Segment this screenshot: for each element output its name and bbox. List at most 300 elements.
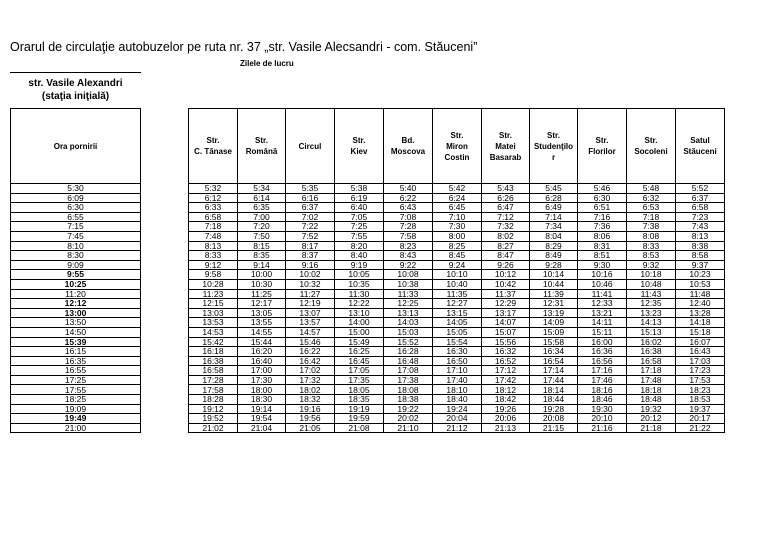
stop-header-line: Stăuceni xyxy=(683,147,717,156)
stop-header xyxy=(433,109,482,184)
table-row xyxy=(11,327,141,337)
stop-header-line: Str. xyxy=(547,130,560,140)
table-row xyxy=(11,318,141,328)
arrival-time-cell: 7:18 xyxy=(189,222,238,232)
arrival-time-cell: 19:14 xyxy=(238,404,286,414)
table-row xyxy=(189,270,725,280)
arrival-time-cell: 16:58 xyxy=(189,366,238,376)
arrival-time-cell: 8:00 xyxy=(433,231,482,241)
arrival-time-cell: 12:40 xyxy=(676,299,725,309)
arrival-time-cell: 8:08 xyxy=(627,231,676,241)
arrival-time-cell: 21:15 xyxy=(530,423,578,433)
table-row xyxy=(189,318,725,328)
stop-header-line: C. Tănase xyxy=(194,147,232,156)
arrival-time-cell: 11:43 xyxy=(627,289,676,299)
table-row xyxy=(11,279,141,289)
arrival-time-cell: 8:17 xyxy=(286,241,335,251)
arrival-time-cell: 15:46 xyxy=(286,337,335,347)
table-row xyxy=(11,385,141,395)
arrival-time-cell: 16:25 xyxy=(335,347,384,357)
arrival-time-cell: 13:13 xyxy=(384,308,433,318)
arrival-time-cell: 6:33 xyxy=(189,203,238,213)
arrival-time-cell: 6:37 xyxy=(286,203,335,213)
arrival-time-cell: 16:52 xyxy=(482,356,530,366)
arrival-time-cell: 10:05 xyxy=(335,270,384,280)
arrival-time-cell: 15:58 xyxy=(530,337,578,347)
arrival-time-cell: 9:26 xyxy=(482,260,530,270)
arrival-time-cell: 10:00 xyxy=(238,270,286,280)
stops-timetable xyxy=(188,108,725,433)
arrival-time-cell: 11:48 xyxy=(676,289,725,299)
table-row xyxy=(189,327,725,337)
arrival-time-cell: 7:08 xyxy=(384,212,433,222)
table-row xyxy=(189,395,725,405)
arrival-time-cell: 16:34 xyxy=(530,347,578,357)
departure-time-cell: 9:55 xyxy=(11,270,141,280)
arrival-time-cell: 6:19 xyxy=(335,193,384,203)
arrival-time-cell: 13:19 xyxy=(530,308,578,318)
table-row xyxy=(11,308,141,318)
arrival-time-cell: 19:24 xyxy=(433,404,482,414)
arrival-time-cell: 8:25 xyxy=(433,241,482,251)
arrival-time-cell: 15:00 xyxy=(335,327,384,337)
arrival-time-cell: 17:40 xyxy=(433,375,482,385)
arrival-time-cell: 18:10 xyxy=(433,385,482,395)
arrival-time-cell: 21:18 xyxy=(627,423,676,433)
table-row xyxy=(11,375,141,385)
stop-header-line: r xyxy=(551,152,556,162)
arrival-time-cell: 9:19 xyxy=(335,260,384,270)
arrival-time-cell: 8:43 xyxy=(384,251,433,261)
table-row xyxy=(189,337,725,347)
arrival-time-cell: 7:58 xyxy=(384,231,433,241)
arrival-time-cell: 7:50 xyxy=(238,231,286,241)
arrival-time-cell: 8:40 xyxy=(335,251,384,261)
table-row xyxy=(11,212,141,222)
arrival-time-cell: 19:59 xyxy=(335,414,384,424)
arrival-time-cell: 12:25 xyxy=(384,299,433,309)
departure-time-cell: 10:25 xyxy=(11,279,141,289)
arrival-time-cell: 6:24 xyxy=(433,193,482,203)
arrival-time-cell: 18:23 xyxy=(676,385,725,395)
arrival-time-cell: 9:37 xyxy=(676,260,725,270)
arrival-time-cell: 16:22 xyxy=(286,347,335,357)
arrival-time-cell: 6:47 xyxy=(482,203,530,213)
table-row xyxy=(11,289,141,299)
departure-time-cell: 6:55 xyxy=(11,212,141,222)
arrival-time-cell: 20:17 xyxy=(676,414,725,424)
arrival-time-cell: 6:32 xyxy=(627,193,676,203)
arrival-time-cell: 10:30 xyxy=(238,279,286,289)
arrival-time-cell: 10:44 xyxy=(530,279,578,289)
arrival-time-cell: 12:29 xyxy=(482,299,530,309)
arrival-time-cell: 6:37 xyxy=(676,193,725,203)
arrival-time-cell: 7:23 xyxy=(676,212,725,222)
table-row xyxy=(189,385,725,395)
table-row xyxy=(11,203,141,213)
arrival-time-cell: 8:13 xyxy=(189,241,238,251)
arrival-time-cell: 18:18 xyxy=(627,385,676,395)
arrival-time-cell: 14:03 xyxy=(384,318,433,328)
table-row xyxy=(189,423,725,433)
arrival-time-cell: 6:14 xyxy=(238,193,286,203)
arrival-time-cell: 19:12 xyxy=(189,404,238,414)
departure-time-cell: 16:35 xyxy=(11,356,141,366)
arrival-time-cell: 14:09 xyxy=(530,318,578,328)
arrival-time-cell: 18:38 xyxy=(384,395,433,405)
table-row xyxy=(11,347,141,357)
arrival-time-cell: 18:46 xyxy=(578,395,627,405)
arrival-time-cell: 6:43 xyxy=(384,203,433,213)
arrival-time-cell: 19:54 xyxy=(238,414,286,424)
arrival-time-cell: 5:43 xyxy=(482,184,530,194)
arrival-time-cell: 10:48 xyxy=(627,279,676,289)
arrival-time-cell: 18:53 xyxy=(676,395,725,405)
departure-time-cell: 14:50 xyxy=(11,327,141,337)
arrival-time-cell: 18:16 xyxy=(578,385,627,395)
stop-header-line: Basarab xyxy=(489,152,522,162)
table-row xyxy=(11,337,141,347)
arrival-time-cell: 19:16 xyxy=(286,404,335,414)
arrival-time-cell: 18:40 xyxy=(433,395,482,405)
table-row xyxy=(11,184,141,194)
arrival-time-cell: 16:20 xyxy=(238,347,286,357)
arrival-time-cell: 17:28 xyxy=(189,375,238,385)
arrival-time-cell: 17:30 xyxy=(238,375,286,385)
arrival-time-cell: 5:38 xyxy=(335,184,384,194)
table-row xyxy=(11,251,141,261)
arrival-time-cell: 17:58 xyxy=(189,385,238,395)
arrival-time-cell: 6:45 xyxy=(433,203,482,213)
arrival-time-cell: 16:07 xyxy=(676,337,725,347)
arrival-time-cell: 18:12 xyxy=(482,385,530,395)
arrival-time-cell: 16:36 xyxy=(578,347,627,357)
arrival-time-cell: 6:49 xyxy=(530,203,578,213)
arrival-time-cell: 15:44 xyxy=(238,337,286,347)
stop-header-line: Bd. xyxy=(401,136,415,145)
arrival-time-cell: 11:39 xyxy=(530,289,578,299)
table-row xyxy=(189,193,725,203)
arrival-time-cell: 21:13 xyxy=(482,423,530,433)
arrival-time-cell: 14:05 xyxy=(433,318,482,328)
arrival-time-cell: 12:33 xyxy=(578,299,627,309)
departure-time-cell: 5:30 xyxy=(11,184,141,194)
table-row xyxy=(189,260,725,270)
arrival-time-cell: 20:12 xyxy=(627,414,676,424)
arrival-time-cell: 9:22 xyxy=(384,260,433,270)
departure-time-cell: 15:39 xyxy=(11,337,141,347)
arrival-time-cell: 15:13 xyxy=(627,327,676,337)
arrival-time-cell: 8:02 xyxy=(482,231,530,241)
table-row xyxy=(189,231,725,241)
arrival-time-cell: 18:42 xyxy=(482,395,530,405)
arrival-time-cell: 17:18 xyxy=(627,366,676,376)
arrival-time-cell: 11:35 xyxy=(433,289,482,299)
arrival-time-cell: 13:15 xyxy=(433,308,482,318)
arrival-time-cell: 11:37 xyxy=(482,289,530,299)
arrival-time-cell: 18:48 xyxy=(627,395,676,405)
stop-header-line: Satul xyxy=(690,136,710,145)
arrival-time-cell: 19:32 xyxy=(627,404,676,414)
arrival-time-cell: 5:32 xyxy=(189,184,238,194)
arrival-time-cell: 15:03 xyxy=(384,327,433,337)
arrival-time-cell: 16:42 xyxy=(286,356,335,366)
departure-time-cell: 12:12 xyxy=(11,299,141,309)
stop-header xyxy=(384,109,433,184)
table-row xyxy=(189,289,725,299)
departure-time-cell: 7:45 xyxy=(11,231,141,241)
arrival-time-cell: 15:09 xyxy=(530,327,578,337)
arrival-time-cell: 7:20 xyxy=(238,222,286,232)
stop-header-line: Studenţilo xyxy=(533,141,574,151)
table-row xyxy=(189,222,725,232)
stop-header xyxy=(482,109,530,184)
table-row xyxy=(189,251,725,261)
arrival-time-cell: 5:48 xyxy=(627,184,676,194)
arrival-time-cell: 16:43 xyxy=(676,347,725,357)
arrival-time-cell: 7:12 xyxy=(482,212,530,222)
arrival-time-cell: 17:32 xyxy=(286,375,335,385)
arrival-time-cell: 21:12 xyxy=(433,423,482,433)
arrival-time-cell: 17:23 xyxy=(676,366,725,376)
table-row xyxy=(11,404,141,414)
arrival-time-cell: 12:15 xyxy=(189,299,238,309)
table-row xyxy=(11,356,141,366)
arrival-time-cell: 6:40 xyxy=(335,203,384,213)
table-row xyxy=(189,366,725,376)
arrival-time-cell: 7:05 xyxy=(335,212,384,222)
arrival-time-cell: 17:08 xyxy=(384,366,433,376)
stop-header-line: Str. xyxy=(352,136,366,145)
stop-header-line: Kiev xyxy=(350,147,368,156)
arrival-time-cell: 10:40 xyxy=(433,279,482,289)
arrival-time-cell: 10:08 xyxy=(384,270,433,280)
table-row xyxy=(189,414,725,424)
arrival-time-cell: 8:23 xyxy=(384,241,433,251)
arrival-time-cell: 16:28 xyxy=(384,347,433,357)
arrival-time-cell: 6:22 xyxy=(384,193,433,203)
arrival-time-cell: 8:45 xyxy=(433,251,482,261)
arrival-time-cell: 18:05 xyxy=(335,385,384,395)
departure-time-cell: 17:55 xyxy=(11,385,141,395)
start-station-name: str. Vasile Alexandri xyxy=(28,78,123,89)
arrival-time-cell: 13:21 xyxy=(578,308,627,318)
arrival-time-cell: 6:28 xyxy=(530,193,578,203)
arrival-time-cell: 11:25 xyxy=(238,289,286,299)
arrival-time-cell: 13:23 xyxy=(627,308,676,318)
arrival-time-cell: 5:42 xyxy=(433,184,482,194)
arrival-time-cell: 6:51 xyxy=(578,203,627,213)
stop-header-line: Moscova xyxy=(390,147,426,156)
table-row xyxy=(189,241,725,251)
departure-time-cell: 13:00 xyxy=(11,308,141,318)
table-row xyxy=(189,356,725,366)
departure-time-cell: 13:50 xyxy=(11,318,141,328)
arrival-time-cell: 16:45 xyxy=(335,356,384,366)
stop-header-line: Str. xyxy=(255,136,268,145)
departure-time-cell: 18:25 xyxy=(11,395,141,405)
arrival-time-cell: 14:13 xyxy=(627,318,676,328)
departure-time-cell: 7:15 xyxy=(11,222,141,232)
arrival-time-cell: 9:58 xyxy=(189,270,238,280)
departure-time-cell: 9:09 xyxy=(11,260,141,270)
stop-header-line: Circul xyxy=(298,141,322,151)
table-row xyxy=(11,231,141,241)
table-row xyxy=(11,423,141,433)
arrival-time-cell: 13:57 xyxy=(286,318,335,328)
arrival-time-cell: 7:14 xyxy=(530,212,578,222)
table-row xyxy=(189,203,725,213)
arrival-time-cell: 12:27 xyxy=(433,299,482,309)
arrival-time-cell: 19:52 xyxy=(189,414,238,424)
table-row xyxy=(11,241,141,251)
arrival-time-cell: 7:18 xyxy=(627,212,676,222)
arrival-time-cell: 21:02 xyxy=(189,423,238,433)
arrival-time-cell: 11:23 xyxy=(189,289,238,299)
stop-header-line: Română xyxy=(245,147,278,156)
arrival-time-cell: 8:15 xyxy=(238,241,286,251)
arrival-time-cell: 8:31 xyxy=(578,241,627,251)
arrival-time-cell: 16:00 xyxy=(578,337,627,347)
arrival-time-cell: 10:38 xyxy=(384,279,433,289)
arrival-time-cell: 7:34 xyxy=(530,222,578,232)
arrival-time-cell: 8:35 xyxy=(238,251,286,261)
arrival-time-cell: 21:10 xyxy=(384,423,433,433)
departure-time-cell: 21:00 xyxy=(11,423,141,433)
arrival-time-cell: 21:05 xyxy=(286,423,335,433)
departure-times-table xyxy=(10,108,141,433)
arrival-time-cell: 17:48 xyxy=(627,375,676,385)
table-row xyxy=(189,299,725,309)
arrival-time-cell: 5:45 xyxy=(530,184,578,194)
departure-time-cell: 19:49 xyxy=(11,414,141,424)
stop-header xyxy=(189,109,238,184)
arrival-time-cell: 18:28 xyxy=(189,395,238,405)
arrival-time-cell: 7:30 xyxy=(433,222,482,232)
arrival-time-cell: 10:12 xyxy=(482,270,530,280)
arrival-time-cell: 21:08 xyxy=(335,423,384,433)
arrival-time-cell: 16:54 xyxy=(530,356,578,366)
arrival-time-cell: 6:26 xyxy=(482,193,530,203)
arrival-time-cell: 10:10 xyxy=(433,270,482,280)
departure-time-cell: 11:20 xyxy=(11,289,141,299)
arrival-time-cell: 15:07 xyxy=(482,327,530,337)
arrival-time-cell: 10:53 xyxy=(676,279,725,289)
arrival-time-cell: 10:18 xyxy=(627,270,676,280)
stop-header-line: Socoleni xyxy=(634,147,668,156)
arrival-time-cell: 10:23 xyxy=(676,270,725,280)
arrival-time-cell: 6:35 xyxy=(238,203,286,213)
arrival-time-cell: 15:18 xyxy=(676,327,725,337)
arrival-time-cell: 16:50 xyxy=(433,356,482,366)
stop-header xyxy=(578,109,627,184)
arrival-time-cell: 14:00 xyxy=(335,318,384,328)
arrival-time-cell: 7:32 xyxy=(482,222,530,232)
arrival-time-cell: 13:28 xyxy=(676,308,725,318)
arrival-time-cell: 18:00 xyxy=(238,385,286,395)
departure-time-cell: 19:09 xyxy=(11,404,141,414)
arrival-time-cell: 10:02 xyxy=(286,270,335,280)
arrival-time-cell: 13:07 xyxy=(286,308,335,318)
arrival-time-cell: 16:02 xyxy=(627,337,676,347)
stop-header xyxy=(238,109,286,184)
stop-header-line: Str. xyxy=(450,130,464,140)
arrival-time-cell: 18:30 xyxy=(238,395,286,405)
arrival-time-cell: 6:30 xyxy=(578,193,627,203)
arrival-time-cell: 6:58 xyxy=(676,203,725,213)
arrival-time-cell: 7:28 xyxy=(384,222,433,232)
arrival-time-cell: 17:53 xyxy=(676,375,725,385)
arrival-time-cell: 11:33 xyxy=(384,289,433,299)
arrival-time-cell: 19:19 xyxy=(335,404,384,414)
arrival-time-cell: 5:35 xyxy=(286,184,335,194)
arrival-time-cell: 9:24 xyxy=(433,260,482,270)
arrival-time-cell: 14:57 xyxy=(286,327,335,337)
table-row xyxy=(11,193,141,203)
arrival-time-cell: 10:46 xyxy=(578,279,627,289)
arrival-time-cell: 7:10 xyxy=(433,212,482,222)
stop-header xyxy=(335,109,384,184)
stop-header-line: Costin xyxy=(444,152,470,162)
arrival-time-cell: 12:31 xyxy=(530,299,578,309)
arrival-time-cell: 8:53 xyxy=(627,251,676,261)
stop-header xyxy=(676,109,725,184)
arrival-time-cell: 5:52 xyxy=(676,184,725,194)
arrival-time-cell: 10:32 xyxy=(286,279,335,289)
arrival-time-cell: 17:42 xyxy=(482,375,530,385)
arrival-time-cell: 5:34 xyxy=(238,184,286,194)
arrival-time-cell: 7:16 xyxy=(578,212,627,222)
arrival-time-cell: 9:30 xyxy=(578,260,627,270)
departure-time-cell: 17:25 xyxy=(11,375,141,385)
stop-header-line: Str. xyxy=(206,136,220,145)
arrival-time-cell: 5:40 xyxy=(384,184,433,194)
arrival-time-cell: 7:48 xyxy=(189,231,238,241)
arrival-time-cell: 20:02 xyxy=(384,414,433,424)
arrival-time-cell: 8:51 xyxy=(578,251,627,261)
stop-header-line: Str. xyxy=(499,130,512,140)
stop-header-line: Matei xyxy=(495,141,516,151)
stop-header-line: Miron xyxy=(446,141,468,151)
arrival-time-cell: 8:49 xyxy=(530,251,578,261)
arrival-time-cell: 14:55 xyxy=(238,327,286,337)
arrival-time-cell: 8:33 xyxy=(189,251,238,261)
arrival-time-cell: 19:37 xyxy=(676,404,725,414)
start-station-note: (staţia iniţială) xyxy=(41,91,110,102)
arrival-time-cell: 20:10 xyxy=(578,414,627,424)
arrival-time-cell: 17:03 xyxy=(676,356,725,366)
arrival-time-cell: 14:18 xyxy=(676,318,725,328)
arrival-time-cell: 13:55 xyxy=(238,318,286,328)
arrival-time-cell: 17:46 xyxy=(578,375,627,385)
arrival-time-cell: 15:52 xyxy=(384,337,433,347)
table-row xyxy=(189,347,725,357)
departure-time-cell: 8:10 xyxy=(11,241,141,251)
arrival-time-cell: 8:58 xyxy=(676,251,725,261)
arrival-time-cell: 6:53 xyxy=(627,203,676,213)
arrival-time-cell: 10:14 xyxy=(530,270,578,280)
arrival-time-cell: 18:44 xyxy=(530,395,578,405)
stop-header xyxy=(627,109,676,184)
stop-header-line: Str. xyxy=(644,136,658,145)
arrival-time-cell: 6:12 xyxy=(189,193,238,203)
arrival-time-cell: 17:38 xyxy=(384,375,433,385)
table-row xyxy=(11,395,141,405)
arrival-time-cell: 8:13 xyxy=(676,231,725,241)
arrival-time-cell: 11:41 xyxy=(578,289,627,299)
arrival-time-cell: 16:38 xyxy=(627,347,676,357)
departure-time-cell: 6:09 xyxy=(11,193,141,203)
